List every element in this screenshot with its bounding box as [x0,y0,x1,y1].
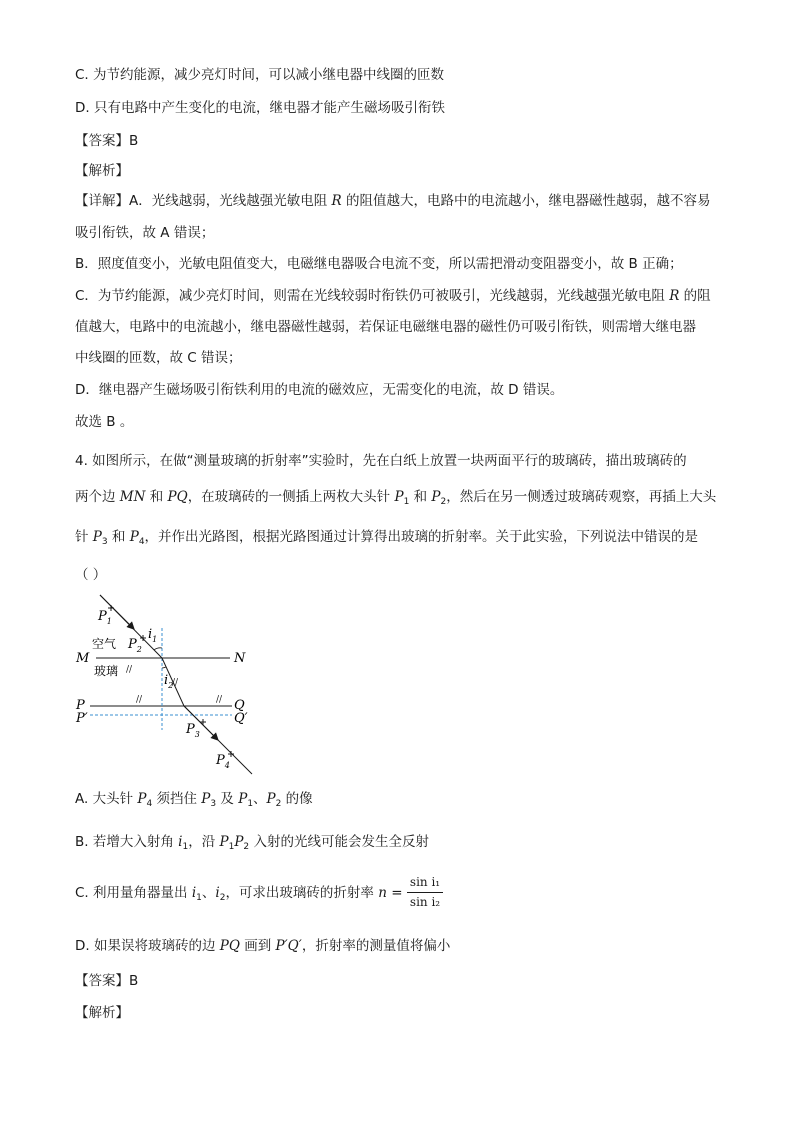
q3-detail-c-line1: C．为节约能源，减少亮灯时间，则需在光线较弱时衔铁仍可被吸引，光线越弱，光线越强光敏电阻 R 的阻 [75,288,711,304]
q4-option-b: B. 若增大入射角 $i_1$，沿 $P_1P_2$ 入射的光线可能会发生全反射 [75,834,429,852]
label-m: M [76,651,90,666]
q4-option-d: D. 如果误将玻璃砖的边 PQ 画到 P′Q′，折射率的测量值将偏小 [75,938,451,954]
q3-answer: 【答案】B [75,133,139,149]
label-i2: $i_2$ [164,673,174,690]
label-p1: $P_1$ [98,609,112,626]
label-p3: $P_3$ [186,722,200,739]
q4-answer-blank: （ ） [75,567,107,583]
q3-conclusion: 故选 B 。 [75,414,134,430]
label-p4: $P_4$ [216,753,230,770]
formula-numerator: sin i₁ [409,875,441,889]
pin-p3-mark [200,719,206,725]
q4-option-a: A. 大头针 $P_4$ 须挡住 $P_3$ 及 $P_1$、$P_2$ 的像 [75,791,313,809]
hatch-mark: // [172,678,179,688]
q3-detail-b: B．照度值变小，光敏电阻值变大，电磁继电器吸合电流不变，所以需把滑动变阻器变小，故 B 正确； [75,256,683,272]
fraction-bar [407,892,443,893]
q3-detail-a-line2: 吸引衔铁，故 A 错误； [75,225,215,241]
label-p: P [76,698,85,713]
q3-option-d: D. 只有电路中产生变化的电流，继电器才能产生磁场吸引衔铁 [75,100,445,116]
angle-i1-arc [154,648,162,650]
hatch-mark: // [126,665,133,675]
refraction-figure [70,590,270,780]
q4-stem-line3: 针 $P_3$ 和 $P_4$，并作出光路图，根据光路图通过计算得出玻璃的折射率。关于此实验，下列说法中错误的是 [75,529,699,547]
label-q: Q [234,698,245,713]
label-glass: 玻璃 [94,664,119,678]
q4-answer: 【答案】B [75,973,139,989]
label-i1: $i_1$ [148,627,158,644]
angle-i2-arc [162,667,166,668]
q4-option-c: C. 利用量角器量出 $i_1$、$i_2$，可求出玻璃砖的折射率 n = [75,885,403,903]
q3-detail-d: D．继电器产生磁场吸引衔铁利用的电流的磁效应，无需变化的电流，故 D 错误。 [75,382,564,398]
q3-detail-a-line1: 【详解】A．光线越弱，光线越强光敏电阻 R 的阻值越大，电路中的电流越小，继电器磁性越弱，越不容易 [75,193,711,209]
q4-stem-line1: 4. 如图所示，在做“测量玻璃的折射率”实验时，先在白纸上放置一块两面平行的玻璃砖，描出玻璃砖的 [75,453,687,469]
label-n: N [234,651,246,666]
label-p-prime: P′ [76,711,88,726]
q3-detail-c-line3: 中线圈的匝数，故 C 错误； [75,350,242,366]
pin-p4-mark [228,751,234,757]
label-p2: $P_2$ [128,637,142,654]
pin-p1-mark [108,605,114,611]
label-air: 空气 [92,637,117,651]
q3-analysis-label: 【解析】 [75,163,129,179]
q4-stem-line2: 两个边 MN 和 PQ，在玻璃砖的一侧插上两枚大头针 $P_1$ 和 $P_2$，然后在另一侧透过玻璃砖观察，再插上大头 [75,489,717,507]
refraction-diagram [70,590,270,780]
formula-denominator: sin i₂ [409,895,441,909]
hatch-mark: // [216,695,223,705]
hatch-mark: // [136,695,143,705]
q3-detail-c-line2: 值越大，电路中的电流越小，继电器磁性越弱，若保证电磁继电器的磁性仍可吸引衔铁，则需增大继电器 [75,319,696,335]
q3-option-c: C. 为节约能源，减少亮灯时间，可以减小继电器中线圈的匝数 [75,67,445,83]
q4-analysis-label: 【解析】 [75,1005,129,1021]
label-q-prime: Q′ [234,711,248,726]
